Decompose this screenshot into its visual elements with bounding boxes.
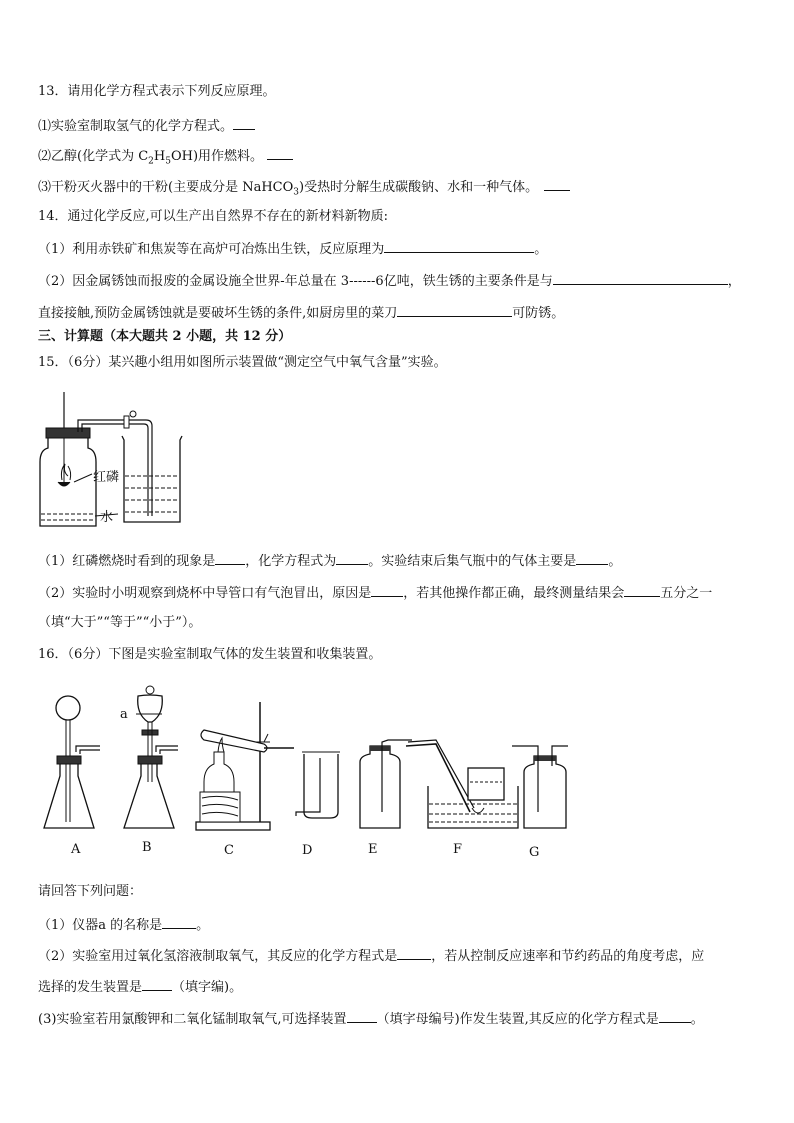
label-apparatus: G xyxy=(529,845,540,860)
q16-intro: 请回答下列问题： xyxy=(38,884,143,899)
q14-part3-end: 可防锈。 xyxy=(512,306,565,321)
q13-part2-text: ⑵乙醇(化学式为 C xyxy=(38,149,149,164)
answer-blank[interactable] xyxy=(371,584,403,597)
q15-part2-text: （2）实验时小明观察到烧杯中导管口有气泡冒出，原因是 xyxy=(38,586,372,601)
subscript: 2 xyxy=(148,156,154,167)
q14-part2-end: ， xyxy=(727,274,741,289)
answer-blank[interactable] xyxy=(397,947,431,960)
q15-part1-end: 。 xyxy=(608,554,622,569)
q16-part3 xyxy=(38,978,242,996)
answer-blank[interactable] xyxy=(384,240,534,253)
q13-part1-text: ⑴实验室制取氢气的化学方程式。 xyxy=(38,119,234,134)
label-apparatus: D xyxy=(302,843,313,858)
apparatus-a xyxy=(44,696,100,828)
q16-part2-text: ，若从控制反应速率和节约药品的角度考虑，应 xyxy=(431,949,705,964)
gas-apparatus-figure xyxy=(38,682,568,842)
q14-part3-text: 直接接触,预防金属锈蚀就是要破坏生锈的条件,如厨房里的菜刀 xyxy=(38,306,398,321)
subscript: 3 xyxy=(293,187,300,198)
q16-part1 xyxy=(38,916,209,934)
q16-title: 16．（6分）下图是实验室制取气体的发生装置和收集装置。 xyxy=(38,647,382,662)
q13-part3-text: )受热时分解生成碳酸钠、水和一种气体。 xyxy=(299,180,539,195)
subscript: 5 xyxy=(165,156,171,167)
label-apparatus: C xyxy=(224,843,234,858)
q15-part1-text: 。实验结束后集气瓶中的气体主要是 xyxy=(368,554,577,569)
q16-part4-text: （填字母编号)作发生装置,其反应的化学方程式是 xyxy=(376,1012,659,1027)
q14-part2-text: （2）因金属锈蚀而报废的金属设施全世界-年总量在 3------6亿吨，铁生锈的主要条件是与 xyxy=(38,274,553,289)
answer-blank[interactable] xyxy=(397,304,512,317)
q16-part3-text: 选择的发生装置是 xyxy=(38,980,143,995)
answer-blank[interactable] xyxy=(142,978,172,991)
answer-blank[interactable] xyxy=(659,1010,691,1023)
q13-part2-text: OH)用作燃料。 xyxy=(170,149,264,164)
apparatus-b xyxy=(124,686,178,828)
q16-part1-text: （1）仪器a 的名称是 xyxy=(38,918,163,933)
answer-blank[interactable] xyxy=(347,1010,377,1023)
q15-part2-text: 五分之一 xyxy=(660,586,713,601)
answer-blank[interactable] xyxy=(233,117,255,130)
label-apparatus: F xyxy=(453,842,463,857)
q15-part3: （填“大于”“等于”“小于”）。 xyxy=(38,615,202,630)
answer-blank[interactable] xyxy=(267,147,293,160)
oxygen-measurement-apparatus xyxy=(38,390,198,530)
answer-blank[interactable] xyxy=(624,584,660,597)
label-water: 水 xyxy=(100,510,114,525)
label-apparatus: E xyxy=(368,842,378,857)
q16-part2 xyxy=(38,947,704,965)
q16-part3-text: （填字编)。 xyxy=(172,980,243,995)
apparatus-d xyxy=(296,752,340,818)
q13-title: 13．请用化学方程式表示下列反应原理。 xyxy=(38,84,276,99)
q15-part2-text: ，若其他操作都正确，最终测量结果会 xyxy=(403,586,625,601)
answer-blank[interactable] xyxy=(544,178,570,191)
q13-part3-text: ⑶干粉灭火器中的干粉(主要成分是 NaHCO xyxy=(38,180,294,195)
q16-part4 xyxy=(38,1010,704,1028)
answer-blank[interactable] xyxy=(162,916,196,929)
q13-part1 xyxy=(38,117,255,135)
answer-blank[interactable] xyxy=(576,552,608,565)
apparatus-e xyxy=(360,740,412,828)
q15-part1-text: ，化学方程式为 xyxy=(245,554,337,569)
apparatus-g xyxy=(512,746,568,828)
q16-part4-text: (3)实验室若用氯酸钾和二氧化锰制取氧气,可选择装置 xyxy=(38,1012,347,1027)
q15-title: 15．（6分）某兴趣小组用如图所示装置做“测定空气中氧气含量”实验。 xyxy=(38,355,447,370)
q15-part2 xyxy=(38,584,712,602)
section-heading: 三、计算题（本大题共 2 小题，共 12 分） xyxy=(38,329,292,344)
q15-part1-text: （1）红磷燃烧时看到的现象是 xyxy=(38,554,216,569)
q13-part2 xyxy=(38,147,293,170)
label-apparatus: B xyxy=(142,840,152,855)
answer-blank[interactable] xyxy=(553,272,728,285)
q14-part1-text: （1）利用赤铁矿和焦炭等在高炉可冶炼出生铁，反应原理为 xyxy=(38,242,385,257)
apparatus-f xyxy=(406,740,518,828)
answer-blank[interactable] xyxy=(215,552,245,565)
q13-part3 xyxy=(38,178,570,201)
q14-part3 xyxy=(38,304,564,322)
label-red-phosphorus: 红磷 xyxy=(93,470,120,485)
q14-part1-end: 。 xyxy=(534,242,548,257)
q13-part2-text: H xyxy=(153,149,166,164)
q14-part2 xyxy=(38,272,741,290)
q15-part1 xyxy=(38,552,621,570)
answer-blank[interactable] xyxy=(336,552,368,565)
label-instrument-a: a xyxy=(120,707,128,722)
q14-title: 14．通过化学反应,可以生产出自然界不存在的新材料新物质: xyxy=(38,209,389,224)
apparatus-c xyxy=(196,702,294,830)
q14-part1 xyxy=(38,240,547,258)
label-apparatus: A xyxy=(71,842,81,857)
q16-part2-text: （2）实验室用过氧化氢溶液制取氧气，其反应的化学方程式是 xyxy=(38,949,398,964)
q16-part1-end: 。 xyxy=(196,918,210,933)
q16-part4-end: 。 xyxy=(690,1012,704,1027)
